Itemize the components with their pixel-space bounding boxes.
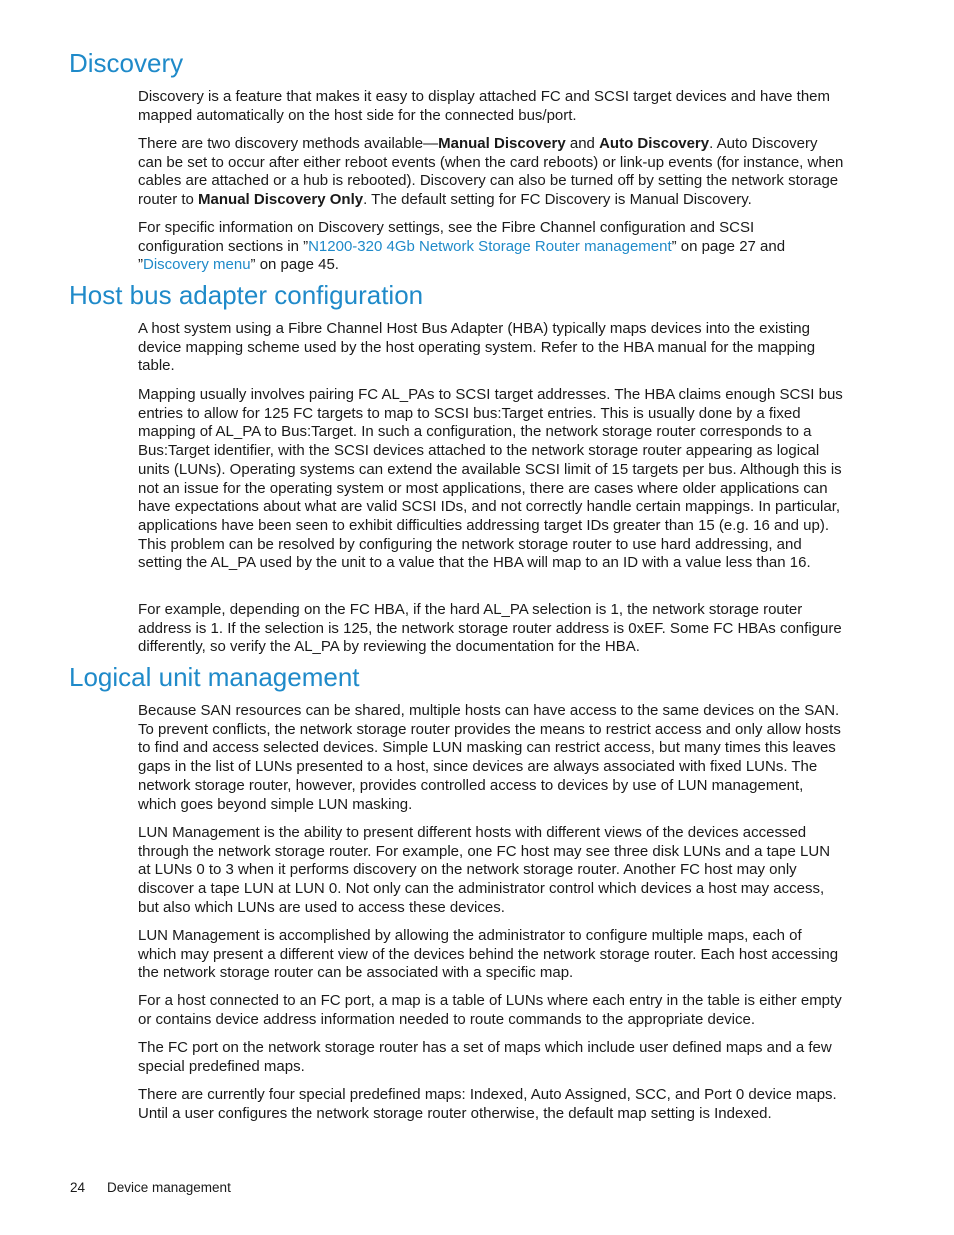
heading-discovery: Discovery <box>69 48 184 78</box>
heading-host-bus-adapter-configuration: Host bus adapter configuration <box>69 280 424 310</box>
page-number: 24 <box>70 1180 86 1195</box>
lun-paragraph-5: The FC port on the network storage router has a set of maps which include user defined maps and a few special predefined maps. <box>138 1039 832 1075</box>
lun-paragraph-4: For a host connected to an FC port, a map is a table of LUNs where each entry in the table is either empty or contains device address information needed to route commands to the appropriate device. <box>138 992 842 1028</box>
lun-paragraph-2: LUN Management is the ability to present different hosts with different views of the devices accessed through the network storage router. For example, one FC host may see three disk LUNs and a tape LUN at LUNs 0 to 3 when it performs discovery on the network storage router. Another FC host may only discover a tape LUN at LUN 0. Not only can the administrator control which devices a host may access, but also which LUNs are used to access these devices. <box>138 824 831 916</box>
text-run: There are two discovery methods available— <box>138 135 439 152</box>
text-run: For specific information on Discovery settings, see the Fibre Channel configuration and SCSI configuration sections in ” <box>138 219 755 255</box>
lun-paragraph-3: LUN Management is accomplished by allowing the administrator to configure multiple maps, each of which may present a different view of the devices behind the network storage router. Each host accessing the network storage router can be associated with a specific map. <box>138 927 839 982</box>
page-footer <box>70 1180 231 1196</box>
bold-term-manual-discovery: Manual Discovery <box>438 135 566 152</box>
bold-term-auto-discovery: Auto Discovery <box>599 135 710 152</box>
hba-paragraph-3: For example, depending on the FC HBA, if the hard AL_PA selection is 1, the network storage router address is 1. If the selection is 125, the network storage router address is 0xEF. Some FC HBAs configure differently, so verify the AL_PA by reviewing the documentation for the HBA. <box>138 601 842 656</box>
hba-paragraph-1: A host system using a Fibre Channel Host Bus Adapter (HBA) typically maps devices into the existing device mapping scheme used by the host operating system. Refer to the HBA manual for the mapping table. <box>138 320 816 375</box>
text-run: . The default setting for FC Discovery is Manual Discovery. <box>363 191 752 209</box>
hba-paragraph-2: Mapping usually involves pairing FC AL_PAs to SCSI target addresses. The HBA claims enough SCSI bus entries to allow for 125 FC targets to map to SCSI bus:Target entries. This is usually done by a fixed mapping of AL_PA to Bus:Target. In such a configuration, the network storage router corresponds to a Bus:Target identifier, with the SCSI devices attached to the network storage router appearing as logical units (LUNs). Operating systems can extend the available SCSI limit of 15 targets per bus. Although this is not an issue for the operating system or most applications, there are cases where older applications can have expectations about what are valid SCSI IDs, and not correctly handle certain mappings. In particular, applications have been seen to exhibit difficulties addressing target IDs greater than 15 (e.g. 16 and up). This problem can be resolved by configuring the network storage router to use hard addressing, and setting the AL_PA used by the unit to a value that the HBA will map to an ID with a value less than 16. <box>138 386 843 572</box>
discovery-paragraph-3 <box>138 219 844 275</box>
link-router-management[interactable]: N1200-320 4Gb Network Storage Router management <box>308 237 672 255</box>
footer-section-title: Device management <box>107 1180 231 1195</box>
bold-term-manual-discovery-only: Manual Discovery Only <box>198 191 364 209</box>
text-run: ” on page 27 and ” <box>138 237 786 274</box>
discovery-paragraph-2 <box>138 135 844 210</box>
discovery-paragraph-1: Discovery is a feature that makes it easy to display attached FC and SCSI target devices and have them mapped automatically on the host side for the connected bus/port. <box>138 88 831 124</box>
lun-paragraph-6: There are currently four special predefined maps: Indexed, Auto Assigned, SCC, and Port 0 device maps. Until a user configures the network storage router otherwise, the default map setting is Indexed. <box>138 1086 837 1122</box>
text-run: . Auto Discovery can be set to occur after either reboot events (when the card reboots) or link-up events (for instance, when cables are attached or a hub is rebooted). Discovery can also be turned off by setting the network storage router to <box>138 135 844 209</box>
text-run: ” on page 45. <box>250 256 339 274</box>
text-run: and <box>565 135 600 152</box>
heading-logical-unit-management: Logical unit management <box>69 662 360 692</box>
link-discovery-menu[interactable]: Discovery menu <box>143 256 251 274</box>
lun-paragraph-1: Because SAN resources can be shared, multiple hosts can have access to the same devices on the SAN. To prevent conflicts, the network storage router provides the means to restrict access and only allow hosts to find and access selected devices. Simple LUN masking can restrict access, but many times this leaves gaps in the list of LUNs presented to a host, since devices are always associated with fixed LUNs. The network storage router, however, provides controlled access to devices by use of LUN management, which goes beyond simple LUN masking. <box>138 702 841 813</box>
